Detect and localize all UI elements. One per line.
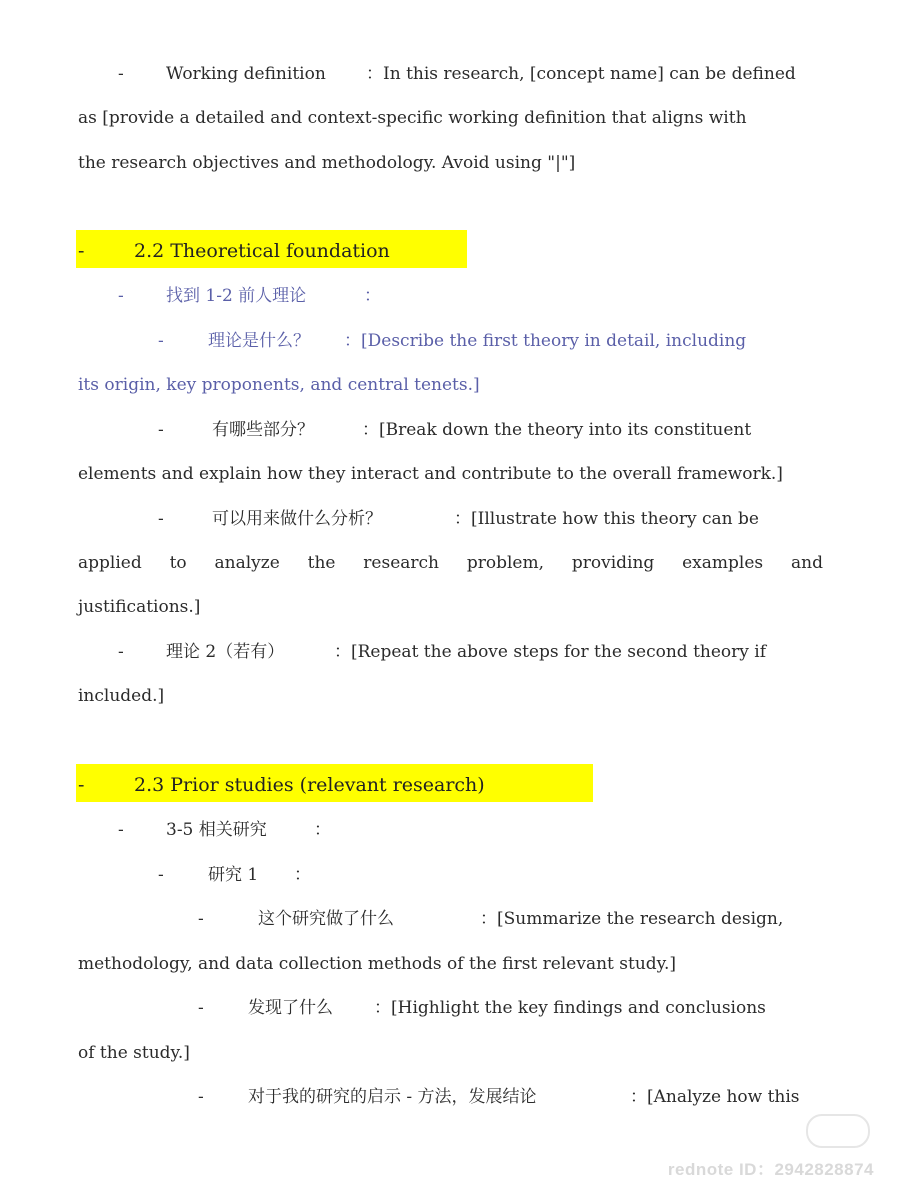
working-definition-line-2: as [provide a detailed and context-specific working definition that aligns with — [78, 108, 747, 128]
study-did-line-2: methodology, and data collection methods of the first relevant study.] — [78, 954, 677, 974]
theory-what-label: 理论是什么？ — [208, 331, 310, 351]
study-found-text: ：[Highlight the key findings and conclusions — [374, 998, 766, 1018]
study-did-line: - 这个研究做了什么 ：[Summarize the research design, — [0, 899, 900, 939]
related-count-line: - 3-5 相关研究 ： — [0, 810, 900, 850]
theory-2-line: - 理论 2（若有） ：[Repeat the above steps for the second theory if — [0, 632, 900, 672]
theory-what-text: ：[Describe the first theory in detail, including — [344, 331, 747, 351]
working-definition-line-3: the research objectives and methodology. Avoid using "|"] — [78, 153, 576, 173]
theory-analysis-text: ：[Illustrate how this theory can be — [454, 509, 759, 529]
theory-parts-text: ：[Break down the theory into its constituent — [362, 420, 752, 440]
find-theories-line: - 找到 1-2 前人理论 ： — [0, 276, 900, 316]
study-1-label: 研究 1 — [208, 865, 259, 885]
study-did-label: 这个研究做了什么 — [258, 909, 394, 929]
theory-what-line-2: its origin, key proponents, and central tenets.] — [78, 375, 480, 395]
theory-parts-line: - 有哪些部分？ ：[Break down the theory into its constituent — [0, 410, 900, 450]
section-heading-2-3: 2.3 Prior studies (relevant research) — [134, 774, 485, 796]
study-found-line-2: of the study.] — [78, 1043, 190, 1063]
study-did-text: ：[Summarize the research design, — [480, 909, 784, 929]
theory-analysis-line: - 可以用来做什么分析？ ：[Illustrate how this theory can be — [0, 499, 900, 539]
bullet-dash: - — [78, 240, 85, 262]
working-definition-line — [0, 54, 900, 94]
theory-analysis-line-3: justifications.] — [78, 597, 201, 617]
section-heading-2-2: 2.2 Theoretical foundation — [134, 240, 390, 262]
working-definition-text: ：In this research, [concept name] can be defined — [366, 64, 796, 84]
bullet-dash: - — [78, 774, 85, 796]
theory-2-text: ：[Repeat the above steps for the second theory if — [334, 642, 767, 662]
theory-2-line-2: included.] — [78, 686, 165, 706]
theory-parts-label: 有哪些部分？ — [212, 420, 314, 440]
theory-what-line: - 理论是什么？ ：[Describe the first theory in detail, including — [0, 321, 900, 361]
bullet-dash: - — [118, 64, 124, 84]
theory-analysis-label: 可以用来做什么分析？ — [212, 509, 382, 529]
rednote-logo-icon — [806, 1114, 870, 1148]
working-definition-label: Working definition — [166, 64, 326, 84]
study-1-line: - 研究 1 ： — [0, 855, 900, 895]
find-theories-label: 找到 1-2 前人理论 — [166, 286, 307, 306]
watermark: rednote ID：2942828874 — [667, 1160, 874, 1179]
theory-analysis-line-2: applied to analyze the research problem, providing examples and — [78, 553, 823, 573]
study-found-line: - 发现了什么 ：[Highlight the key findings and conclusions — [0, 988, 900, 1028]
study-found-label: 发现了什么 — [248, 998, 333, 1018]
study-implication-text: ：[Analyze how this — [630, 1087, 800, 1107]
study-implication-label: 对于我的研究的启示 - 方法，发展结论 — [248, 1087, 537, 1107]
study-implication-line: - 对于我的研究的启示 - 方法，发展结论 ：[Analyze how this — [0, 1077, 900, 1117]
theory-parts-line-2: elements and explain how they interact and contribute to the overall framework.] — [78, 464, 783, 484]
theory-2-label: 理论 2（若有） — [166, 642, 285, 662]
related-count-label: 3-5 相关研究 — [166, 820, 267, 840]
